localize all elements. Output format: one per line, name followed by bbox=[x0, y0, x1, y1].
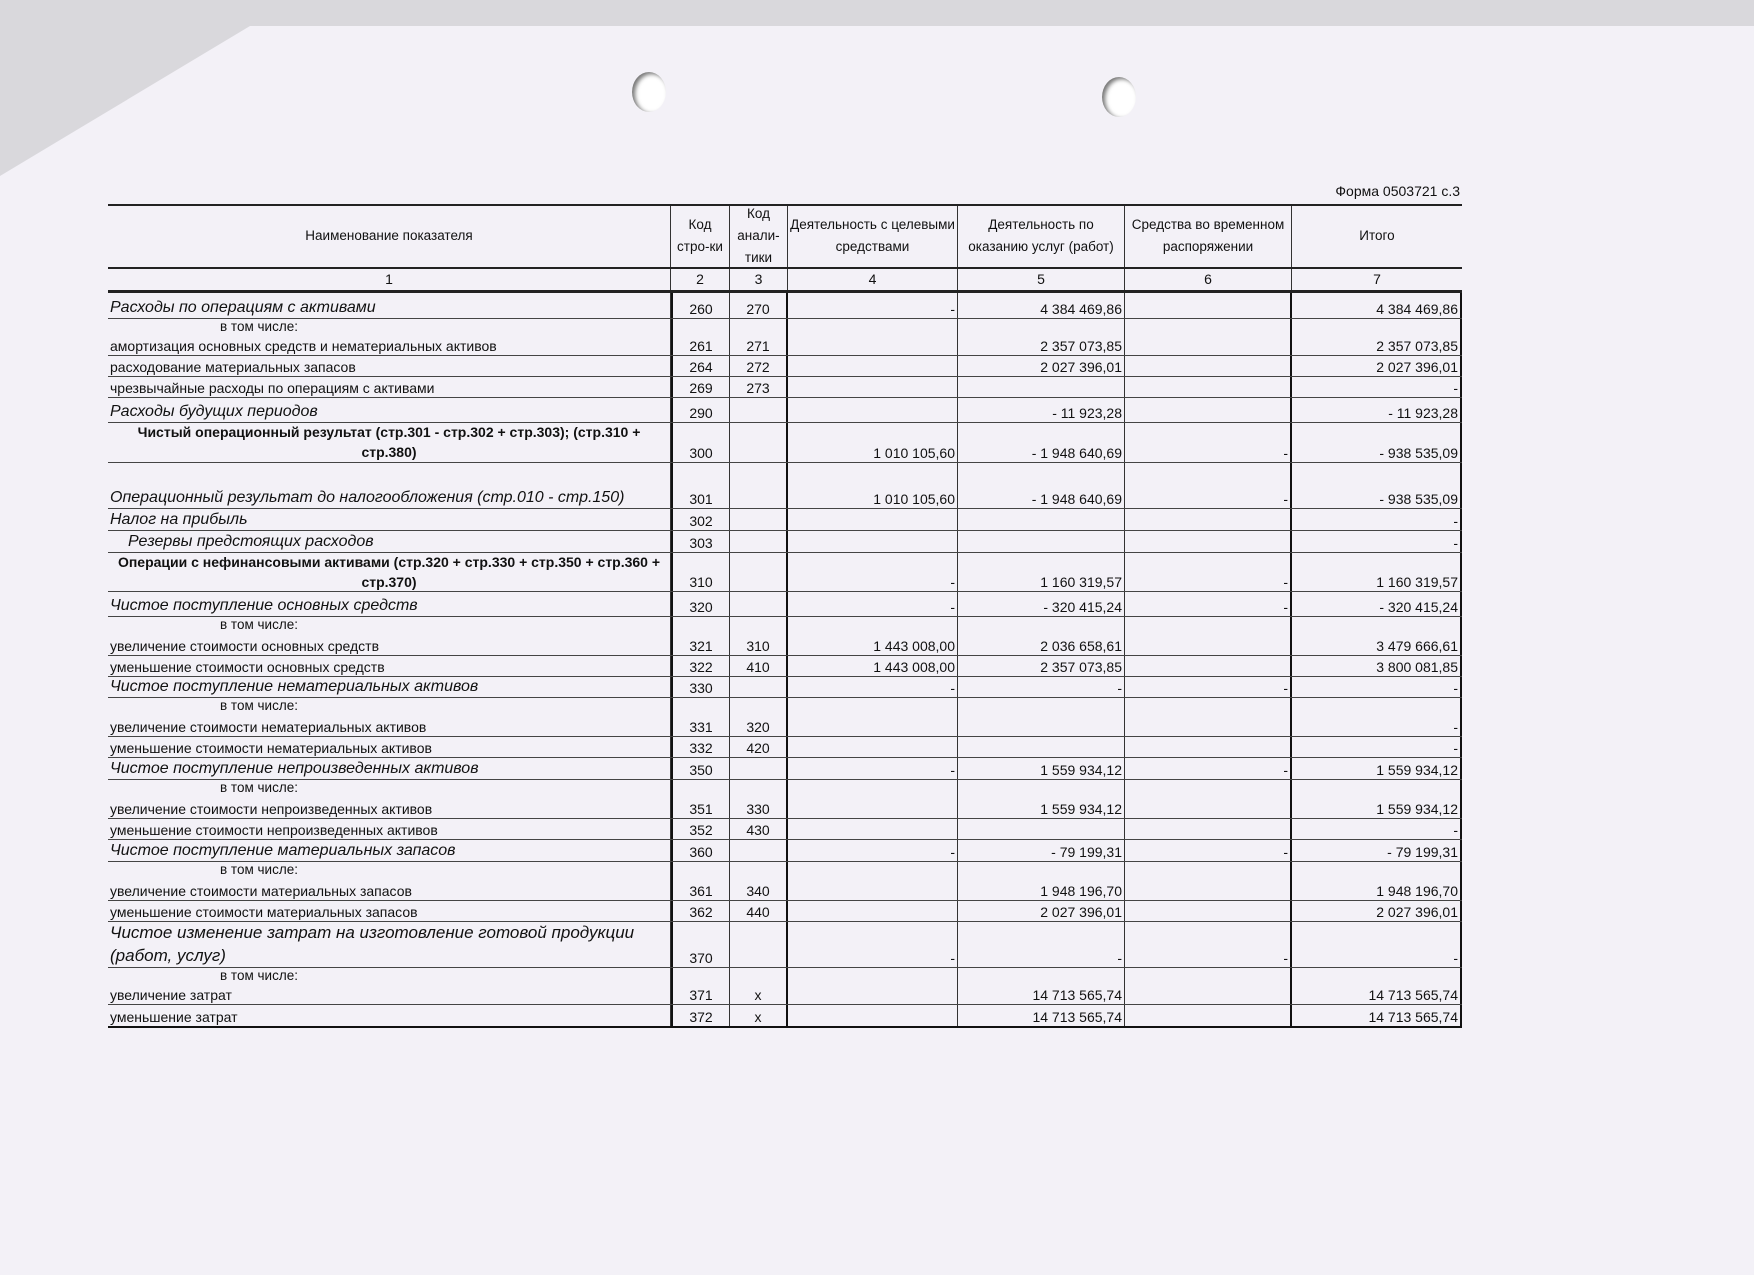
row-analytic: 320 bbox=[730, 698, 788, 736]
value-temporary: - bbox=[1125, 922, 1292, 967]
value-services: - 320 415,24 bbox=[958, 592, 1125, 616]
punch-hole bbox=[1102, 77, 1136, 117]
value-targeted bbox=[788, 780, 958, 818]
row-name: уменьшение стоимости нематериальных активов bbox=[110, 740, 432, 756]
table-row bbox=[108, 463, 1462, 509]
header-services: Деятельность по оказанию услуг (работ) bbox=[958, 206, 1125, 267]
row-code: 331 bbox=[671, 698, 730, 736]
value-total: 14 713 565,74 bbox=[1292, 1005, 1462, 1026]
table-row bbox=[108, 922, 1462, 968]
row-name-cell bbox=[108, 901, 671, 921]
row-analytic: 340 bbox=[730, 862, 788, 900]
value-targeted bbox=[788, 901, 958, 921]
table-row bbox=[108, 553, 1462, 592]
including-note: в том числе: bbox=[220, 617, 298, 632]
column-number: 2 bbox=[671, 269, 730, 290]
value-temporary bbox=[1125, 398, 1292, 422]
value-targeted: - bbox=[788, 293, 958, 318]
value-temporary bbox=[1125, 531, 1292, 552]
row-name: Чистое изменение затрат на изготовление готовой продукции (работ, услуг) bbox=[110, 923, 635, 965]
punch-hole bbox=[632, 72, 666, 112]
value-targeted: 1 443 008,00 bbox=[788, 656, 958, 676]
row-analytic: 410 bbox=[730, 656, 788, 676]
row-name: увеличение затрат bbox=[110, 987, 232, 1003]
value-temporary bbox=[1125, 780, 1292, 818]
value-temporary bbox=[1125, 901, 1292, 921]
value-total: - 79 199,31 bbox=[1292, 840, 1462, 861]
row-code: 290 bbox=[671, 398, 730, 422]
table-row bbox=[108, 968, 1462, 1005]
row-name-cell bbox=[108, 780, 671, 818]
row-code: 300 bbox=[671, 423, 730, 462]
row-name-cell bbox=[108, 1005, 671, 1026]
header-name: Наименование показателя bbox=[108, 206, 671, 267]
row-code: 264 bbox=[671, 356, 730, 376]
row-analytic bbox=[730, 509, 788, 530]
row-code: 362 bbox=[671, 901, 730, 921]
value-services: 2 027 396,01 bbox=[958, 356, 1125, 376]
row-analytic bbox=[730, 553, 788, 591]
row-analytic bbox=[730, 840, 788, 861]
value-services: - bbox=[958, 677, 1125, 697]
row-name: уменьшение стоимости основных средств bbox=[110, 659, 385, 675]
value-total: - bbox=[1292, 737, 1462, 757]
table-row bbox=[108, 592, 1462, 617]
value-total: - 320 415,24 bbox=[1292, 592, 1462, 616]
row-name: Операционный результат до налогообложения (стр.010 - стр.150) bbox=[110, 489, 625, 506]
row-name-cell bbox=[108, 819, 671, 839]
value-total: 14 713 565,74 bbox=[1292, 968, 1462, 1004]
value-targeted bbox=[788, 1005, 958, 1026]
value-total: - 938 535,09 bbox=[1292, 423, 1462, 462]
value-temporary: - bbox=[1125, 423, 1292, 462]
row-analytic: x bbox=[730, 1005, 788, 1026]
value-temporary bbox=[1125, 862, 1292, 900]
table-row bbox=[108, 356, 1462, 377]
row-analytic bbox=[730, 677, 788, 697]
row-analytic bbox=[730, 463, 788, 508]
report-table bbox=[108, 204, 1462, 1028]
value-targeted bbox=[788, 531, 958, 552]
value-targeted bbox=[788, 509, 958, 530]
row-code: 260 bbox=[671, 293, 730, 318]
table-row bbox=[108, 509, 1462, 531]
header-analytic: Код анали-тики bbox=[730, 206, 788, 267]
value-total: - bbox=[1292, 677, 1462, 697]
column-number: 1 bbox=[108, 269, 671, 290]
value-services: - bbox=[958, 922, 1125, 967]
value-total: 1 948 196,70 bbox=[1292, 862, 1462, 900]
value-services: - 11 923,28 bbox=[958, 398, 1125, 422]
row-name-cell bbox=[108, 840, 671, 861]
row-code: 352 bbox=[671, 819, 730, 839]
value-targeted bbox=[788, 862, 958, 900]
value-total: - bbox=[1292, 698, 1462, 736]
row-name-cell bbox=[108, 377, 671, 397]
table-row bbox=[108, 319, 1462, 356]
row-analytic: 270 bbox=[730, 293, 788, 318]
row-code: 351 bbox=[671, 780, 730, 818]
row-analytic: 440 bbox=[730, 901, 788, 921]
value-temporary bbox=[1125, 377, 1292, 397]
value-targeted bbox=[788, 819, 958, 839]
row-name: увеличение стоимости материальных запасов bbox=[110, 883, 412, 899]
row-name: чрезвычайные расходы по операциям с активами bbox=[110, 380, 435, 396]
value-targeted: - bbox=[788, 922, 958, 967]
value-total: 3 479 666,61 bbox=[1292, 617, 1462, 655]
row-analytic bbox=[730, 592, 788, 616]
table-row bbox=[108, 862, 1462, 901]
value-targeted bbox=[788, 319, 958, 355]
column-number: 6 bbox=[1125, 269, 1292, 290]
value-temporary: - bbox=[1125, 463, 1292, 508]
row-code: 370 bbox=[671, 922, 730, 967]
row-code: 332 bbox=[671, 737, 730, 757]
value-temporary bbox=[1125, 1005, 1292, 1026]
row-name: расходование материальных запасов bbox=[110, 359, 356, 375]
including-note: в том числе: bbox=[220, 968, 298, 983]
table-row bbox=[108, 1005, 1462, 1028]
including-note: в том числе: bbox=[220, 319, 298, 334]
value-services bbox=[958, 531, 1125, 552]
table-row bbox=[108, 737, 1462, 758]
row-name: Чистое поступление непроизведенных активов bbox=[110, 760, 479, 777]
value-services: 4 384 469,86 bbox=[958, 293, 1125, 318]
value-targeted: - bbox=[788, 592, 958, 616]
value-total: - bbox=[1292, 531, 1462, 552]
value-temporary bbox=[1125, 356, 1292, 376]
row-code: 310 bbox=[671, 553, 730, 591]
row-code: 372 bbox=[671, 1005, 730, 1026]
row-analytic: 310 bbox=[730, 617, 788, 655]
row-name-cell bbox=[108, 398, 671, 422]
value-services: 2 027 396,01 bbox=[958, 901, 1125, 921]
row-name-cell bbox=[108, 862, 671, 900]
row-name-cell bbox=[108, 698, 671, 736]
row-name-cell bbox=[108, 553, 671, 591]
value-targeted bbox=[788, 698, 958, 736]
value-temporary: - bbox=[1125, 592, 1292, 616]
value-services bbox=[958, 509, 1125, 530]
value-services: 1 948 196,70 bbox=[958, 862, 1125, 900]
row-name: Расходы будущих периодов bbox=[110, 403, 318, 420]
row-analytic: 420 bbox=[730, 737, 788, 757]
row-code: 350 bbox=[671, 758, 730, 779]
value-targeted bbox=[788, 398, 958, 422]
value-total: - 938 535,09 bbox=[1292, 463, 1462, 508]
header-code: Код стро-ки bbox=[671, 206, 730, 267]
value-targeted bbox=[788, 968, 958, 1004]
value-targeted: 1 010 105,60 bbox=[788, 463, 958, 508]
value-total: - 11 923,28 bbox=[1292, 398, 1462, 422]
value-temporary bbox=[1125, 968, 1292, 1004]
value-total: 1 559 934,12 bbox=[1292, 758, 1462, 779]
column-number: 5 bbox=[958, 269, 1125, 290]
row-name-cell bbox=[108, 592, 671, 616]
value-total: 1 559 934,12 bbox=[1292, 780, 1462, 818]
row-name-cell bbox=[108, 922, 671, 967]
value-temporary: - bbox=[1125, 840, 1292, 861]
table-row bbox=[108, 698, 1462, 737]
row-code: 330 bbox=[671, 677, 730, 697]
row-code: 303 bbox=[671, 531, 730, 552]
table-row bbox=[108, 677, 1462, 698]
value-temporary bbox=[1125, 617, 1292, 655]
value-services: 1 559 934,12 bbox=[958, 758, 1125, 779]
value-targeted: 1 443 008,00 bbox=[788, 617, 958, 655]
including-note: в том числе: bbox=[220, 698, 298, 713]
row-name: Резервы предстоящих расходов bbox=[128, 533, 374, 550]
row-code: 269 bbox=[671, 377, 730, 397]
row-name-cell bbox=[108, 656, 671, 676]
row-code: 302 bbox=[671, 509, 730, 530]
row-name: увеличение стоимости нематериальных активов bbox=[110, 719, 427, 735]
table-row bbox=[108, 423, 1462, 463]
table-row bbox=[108, 656, 1462, 677]
row-name-cell bbox=[108, 531, 671, 552]
row-name-cell bbox=[108, 968, 671, 1004]
row-analytic: 271 bbox=[730, 319, 788, 355]
value-temporary bbox=[1125, 737, 1292, 757]
value-total: - bbox=[1292, 377, 1462, 397]
value-services: 2 357 073,85 bbox=[958, 656, 1125, 676]
value-temporary bbox=[1125, 656, 1292, 676]
row-name: увеличение стоимости непроизведенных активов bbox=[110, 801, 433, 817]
row-name-cell bbox=[108, 677, 671, 697]
row-analytic bbox=[730, 423, 788, 462]
value-temporary bbox=[1125, 698, 1292, 736]
table-row bbox=[108, 617, 1462, 656]
value-temporary bbox=[1125, 819, 1292, 839]
table-row bbox=[108, 377, 1462, 398]
table-header bbox=[108, 204, 1462, 269]
value-temporary bbox=[1125, 293, 1292, 318]
value-total: 4 384 469,86 bbox=[1292, 293, 1462, 318]
row-name: уменьшение стоимости непроизведенных активов bbox=[110, 822, 438, 838]
value-total: 3 800 081,85 bbox=[1292, 656, 1462, 676]
row-name-cell bbox=[108, 737, 671, 757]
value-targeted: - bbox=[788, 758, 958, 779]
value-targeted bbox=[788, 356, 958, 376]
row-name: увеличение стоимости основных средств bbox=[110, 638, 380, 654]
row-analytic: 430 bbox=[730, 819, 788, 839]
row-analytic: x bbox=[730, 968, 788, 1004]
row-name: Операции с нефинансовыми активами (стр.320 + стр.330 + стр.350 + стр.360 + стр.370) bbox=[117, 553, 661, 590]
row-analytic bbox=[730, 531, 788, 552]
table-row bbox=[108, 398, 1462, 423]
value-temporary bbox=[1125, 509, 1292, 530]
including-note: в том числе: bbox=[220, 862, 298, 877]
table-row bbox=[108, 780, 1462, 819]
including-note: в том числе: bbox=[220, 780, 298, 795]
row-code: 322 bbox=[671, 656, 730, 676]
value-total: 2 027 396,01 bbox=[1292, 356, 1462, 376]
row-analytic bbox=[730, 922, 788, 967]
row-name-cell bbox=[108, 423, 671, 462]
table-row bbox=[108, 293, 1462, 319]
value-services: - 1 948 640,69 bbox=[958, 463, 1125, 508]
value-total: 2 357 073,85 bbox=[1292, 319, 1462, 355]
row-name-cell bbox=[108, 463, 671, 508]
table-row bbox=[108, 758, 1462, 780]
value-targeted: - bbox=[788, 840, 958, 861]
header-total: Итого bbox=[1359, 228, 1395, 243]
table-row bbox=[108, 819, 1462, 840]
value-services: - 79 199,31 bbox=[958, 840, 1125, 861]
value-services: 1 559 934,12 bbox=[958, 780, 1125, 818]
value-services bbox=[958, 737, 1125, 757]
row-name: уменьшение затрат bbox=[110, 1009, 238, 1025]
column-numbers bbox=[108, 269, 1462, 293]
row-name-cell bbox=[108, 617, 671, 655]
row-name: уменьшение стоимости материальных запасов bbox=[110, 904, 418, 920]
row-name: Чистое поступление материальных запасов bbox=[110, 842, 456, 859]
row-analytic: 273 bbox=[730, 377, 788, 397]
value-total: 1 160 319,57 bbox=[1292, 553, 1462, 591]
row-name: Налог на прибыль bbox=[110, 511, 248, 528]
value-services: 1 160 319,57 bbox=[958, 553, 1125, 591]
row-analytic bbox=[730, 758, 788, 779]
row-code: 360 bbox=[671, 840, 730, 861]
row-analytic: 272 bbox=[730, 356, 788, 376]
value-targeted: - bbox=[788, 677, 958, 697]
value-services: 14 713 565,74 bbox=[958, 1005, 1125, 1026]
value-targeted bbox=[788, 737, 958, 757]
value-services bbox=[958, 819, 1125, 839]
header-targeted: Деятельность с целевыми средствами bbox=[788, 206, 958, 267]
table-row bbox=[108, 901, 1462, 922]
row-code: 320 bbox=[671, 592, 730, 616]
column-number: 3 bbox=[730, 269, 788, 290]
row-name: Чистый операционный результат (стр.301 - стр.302 + стр.303); (стр.310 + стр.380) bbox=[137, 424, 641, 460]
value-temporary: - bbox=[1125, 758, 1292, 779]
value-total: - bbox=[1292, 819, 1462, 839]
value-temporary: - bbox=[1125, 553, 1292, 591]
value-total: 2 027 396,01 bbox=[1292, 901, 1462, 921]
column-number: 7 bbox=[1373, 271, 1381, 287]
row-name-cell bbox=[108, 293, 671, 318]
row-name: Чистое поступление нематериальных активов bbox=[110, 678, 479, 695]
row-code: 361 bbox=[671, 862, 730, 900]
table-row bbox=[108, 840, 1462, 862]
value-services: 14 713 565,74 bbox=[958, 968, 1125, 1004]
table-body bbox=[108, 293, 1462, 1028]
row-name: Расходы по операциям с активами bbox=[110, 299, 376, 316]
value-targeted: 1 010 105,60 bbox=[788, 423, 958, 462]
row-code: 371 bbox=[671, 968, 730, 1004]
value-services bbox=[958, 377, 1125, 397]
form-label: Форма 0503721 с.3 bbox=[1335, 183, 1460, 199]
row-code: 301 bbox=[671, 463, 730, 508]
row-name-cell bbox=[108, 356, 671, 376]
header-temporary: Средства во временном распоряжении bbox=[1125, 206, 1292, 267]
row-analytic bbox=[730, 398, 788, 422]
table-row bbox=[108, 531, 1462, 553]
row-code: 261 bbox=[671, 319, 730, 355]
row-code: 321 bbox=[671, 617, 730, 655]
row-name-cell bbox=[108, 319, 671, 355]
value-services: - 1 948 640,69 bbox=[958, 423, 1125, 462]
value-total: - bbox=[1292, 922, 1462, 967]
column-number: 4 bbox=[788, 269, 958, 290]
value-temporary bbox=[1125, 319, 1292, 355]
value-services: 2 036 658,61 bbox=[958, 617, 1125, 655]
value-temporary: - bbox=[1125, 677, 1292, 697]
value-services: 2 357 073,85 bbox=[958, 319, 1125, 355]
value-targeted bbox=[788, 377, 958, 397]
value-targeted: - bbox=[788, 553, 958, 591]
row-name: амортизация основных средств и нематериальных активов bbox=[110, 338, 497, 354]
value-services bbox=[958, 698, 1125, 736]
row-name: Чистое поступление основных средств bbox=[110, 597, 418, 614]
value-total: - bbox=[1292, 509, 1462, 530]
row-analytic: 330 bbox=[730, 780, 788, 818]
row-name-cell bbox=[108, 509, 671, 530]
row-name-cell bbox=[108, 758, 671, 779]
